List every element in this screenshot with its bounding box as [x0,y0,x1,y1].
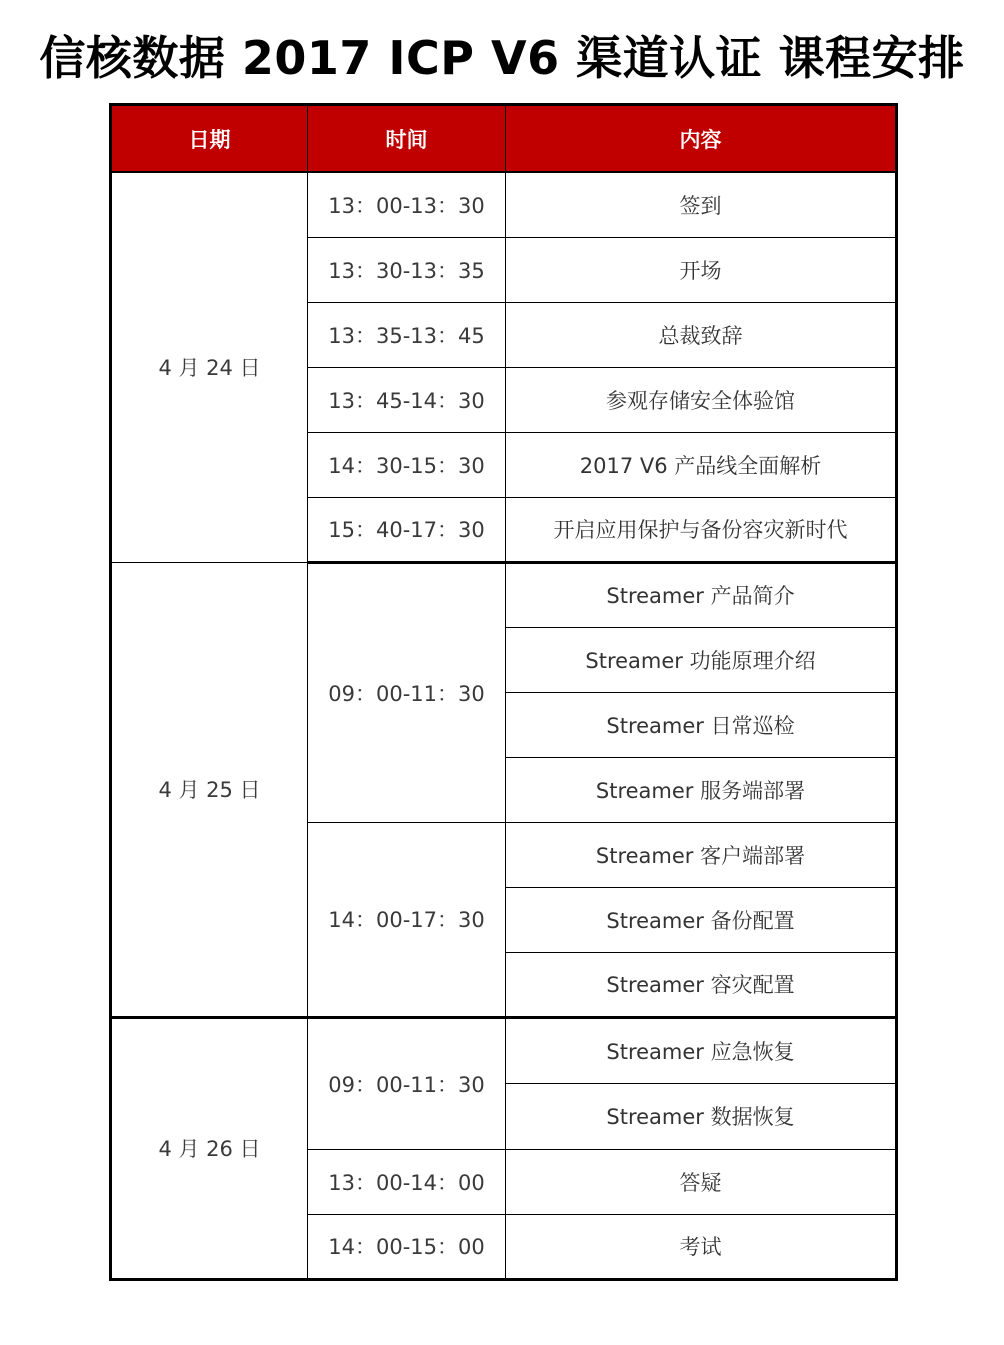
time-cell: 13：00-13：30 [308,172,506,237]
table-row [111,1017,897,1083]
time-cell: 15：40-17：30 [308,497,506,562]
time-cell: 13：35-13：45 [308,302,506,367]
content-cell: 总裁致辞 [506,302,897,367]
table-header-row [111,105,897,173]
content-cell: 2017 V6 产品线全面解析 [506,432,897,497]
time-cell: 13：30-13：35 [308,237,506,302]
time-cell: 13：00-14：00 [308,1149,506,1214]
content-cell: Streamer 数据恢复 [506,1083,897,1149]
content-cell: 参观存储安全体验馆 [506,367,897,432]
date-cell: 4 月 26 日 [111,1017,308,1279]
content-cell: Streamer 日常巡检 [506,692,897,757]
schedule-table [109,103,898,1281]
content-cell: Streamer 功能原理介绍 [506,627,897,692]
time-cell: 14：00-17：30 [308,822,506,1017]
time-cell: 13：45-14：30 [308,367,506,432]
content-cell: 考试 [506,1214,897,1279]
date-cell: 4 月 25 日 [111,562,308,1017]
content-cell: Streamer 产品简介 [506,562,897,627]
table-row [111,562,897,627]
content-cell: Streamer 容灾配置 [506,952,897,1017]
content-cell: 开启应用保护与备份容灾新时代 [506,497,897,562]
time-cell: 14：00-15：00 [308,1214,506,1279]
content-cell: 签到 [506,172,897,237]
time-cell: 14：30-15：30 [308,432,506,497]
column-header-time: 时间 [308,105,506,173]
table-row [111,172,897,237]
time-cell: 09：00-11：30 [308,562,506,822]
date-cell: 4 月 24 日 [111,172,308,562]
content-cell: 开场 [506,237,897,302]
time-cell: 09：00-11：30 [308,1017,506,1149]
content-cell: Streamer 备份配置 [506,887,897,952]
column-header-date: 日期 [111,105,308,173]
content-cell: Streamer 应急恢复 [506,1017,897,1083]
content-cell: Streamer 服务端部署 [506,757,897,822]
content-cell: Streamer 客户端部署 [506,822,897,887]
content-cell: 答疑 [506,1149,897,1214]
column-header-content: 内容 [506,105,897,173]
page-title: 信核数据 2017 ICP V6 渠道认证 课程安排 [39,31,965,85]
